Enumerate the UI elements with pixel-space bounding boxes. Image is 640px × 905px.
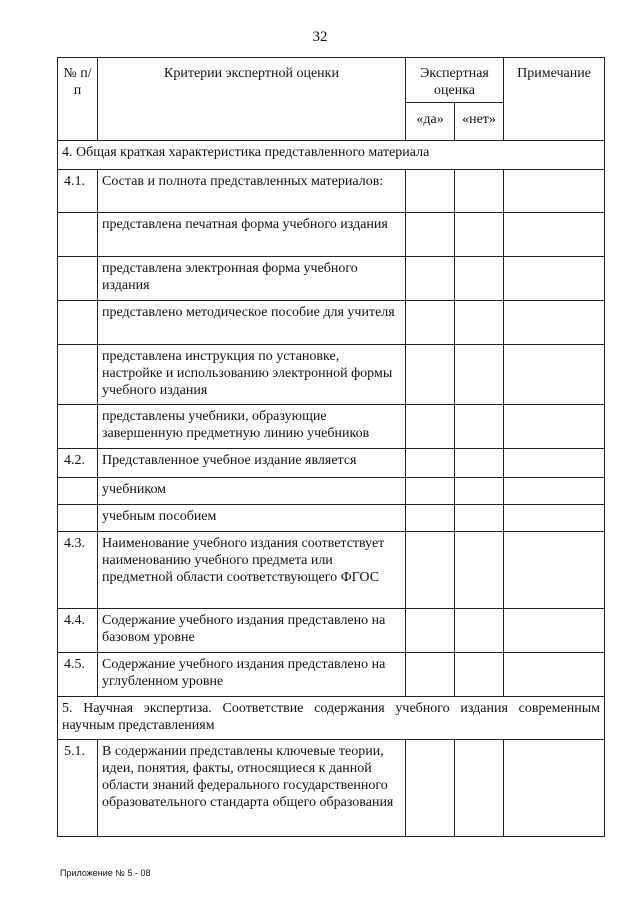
item-number: 4.2. [58, 449, 98, 478]
yes-cell[interactable] [406, 505, 455, 532]
item-text: представлено методическое пособие для учителя [98, 301, 406, 345]
yes-cell[interactable] [406, 532, 455, 609]
note-cell[interactable] [504, 609, 605, 653]
expert-evaluation-table [57, 57, 605, 837]
page-number: 32 [312, 29, 328, 45]
no-cell[interactable] [455, 449, 504, 478]
table-row [58, 532, 605, 609]
note-cell[interactable] [504, 532, 605, 609]
yes-cell[interactable] [406, 213, 455, 257]
yes-cell[interactable] [406, 740, 455, 837]
section-5-title: 5. Научная экспертиза. Соответствие содержания учебного издания современным научным представлениям [58, 697, 605, 740]
no-cell[interactable] [455, 478, 504, 505]
note-cell[interactable] [504, 257, 605, 301]
no-cell[interactable] [455, 301, 504, 345]
note-cell[interactable] [504, 740, 605, 837]
table-row [58, 345, 605, 405]
note-cell[interactable] [504, 653, 605, 697]
table-header-row [58, 58, 605, 103]
yes-cell[interactable] [406, 257, 455, 301]
item-text: представлена печатная форма учебного издания [98, 213, 406, 257]
item-text: учебным пособием [98, 505, 406, 532]
no-cell[interactable] [455, 740, 504, 837]
table-row [58, 170, 605, 213]
item-text: учебником [98, 478, 406, 505]
table-row [58, 505, 605, 532]
item-text: Представленное учебное издание является [98, 449, 406, 478]
section-4-title: 4. Общая краткая характеристика представленного материала [58, 141, 605, 170]
yes-cell[interactable] [406, 449, 455, 478]
header-no: «нет» [455, 103, 504, 141]
note-cell[interactable] [504, 449, 605, 478]
header-rating: Экспертная оценка [406, 58, 504, 103]
header-yes: «да» [406, 103, 455, 141]
yes-cell[interactable] [406, 609, 455, 653]
yes-cell[interactable] [406, 653, 455, 697]
item-number: 5.1. [58, 740, 98, 837]
header-num: № п/п [58, 58, 98, 141]
section-5-row [58, 697, 605, 740]
section-4-row [58, 141, 605, 170]
table-row [58, 449, 605, 478]
no-cell[interactable] [455, 532, 504, 609]
no-cell[interactable] [455, 609, 504, 653]
table-row [58, 213, 605, 257]
table-row [58, 405, 605, 449]
item-text: Содержание учебного издания представлено на углубленном уровне [98, 653, 406, 697]
yes-cell[interactable] [406, 345, 455, 405]
note-cell[interactable] [504, 478, 605, 505]
yes-cell[interactable] [406, 405, 455, 449]
table-row [58, 301, 605, 345]
note-cell[interactable] [504, 505, 605, 532]
note-cell[interactable] [504, 170, 605, 213]
yes-cell[interactable] [406, 478, 455, 505]
item-text: представлена инструкция по установке, настройке и использованию электронной формы учебного издания [98, 345, 406, 405]
no-cell[interactable] [455, 257, 504, 301]
item-text: Состав и полнота представленных материалов: [98, 170, 406, 213]
no-cell[interactable] [455, 405, 504, 449]
table-row [58, 740, 605, 837]
no-cell[interactable] [455, 345, 504, 405]
table-row [58, 653, 605, 697]
no-cell[interactable] [455, 213, 504, 257]
item-text: Содержание учебного издания представлено на базовом уровне [98, 609, 406, 653]
item-number: 4.3. [58, 532, 98, 609]
no-cell[interactable] [455, 505, 504, 532]
header-criteria: Критерии экспертной оценки [98, 58, 406, 141]
item-text: представлена электронная форма учебного издания [98, 257, 406, 301]
note-cell[interactable] [504, 301, 605, 345]
yes-cell[interactable] [406, 301, 455, 345]
item-number: 4.4. [58, 609, 98, 653]
header-note: Примечание [504, 58, 605, 141]
note-cell[interactable] [504, 345, 605, 405]
item-text: В содержании представлены ключевые теории, идеи, понятия, факты, относящиеся к данной области знаний федерального государственного образовательного стандарта общего образования [98, 740, 406, 837]
no-cell[interactable] [455, 170, 504, 213]
item-number: 4.1. [58, 170, 98, 213]
item-text: представлены учебники, образующие завершенную предметную линию учебников [98, 405, 406, 449]
yes-cell[interactable] [406, 170, 455, 213]
table-row [58, 478, 605, 505]
footer-appendix-label: Приложение № 5 - 08 [60, 868, 151, 878]
no-cell[interactable] [455, 653, 504, 697]
table-row [58, 257, 605, 301]
item-number: 4.5. [58, 653, 98, 697]
note-cell[interactable] [504, 405, 605, 449]
note-cell[interactable] [504, 213, 605, 257]
table-row [58, 609, 605, 653]
item-text: Наименование учебного издания соответствует наименованию учебного предмета или предметной области соответствующего ФГОС [98, 532, 406, 609]
